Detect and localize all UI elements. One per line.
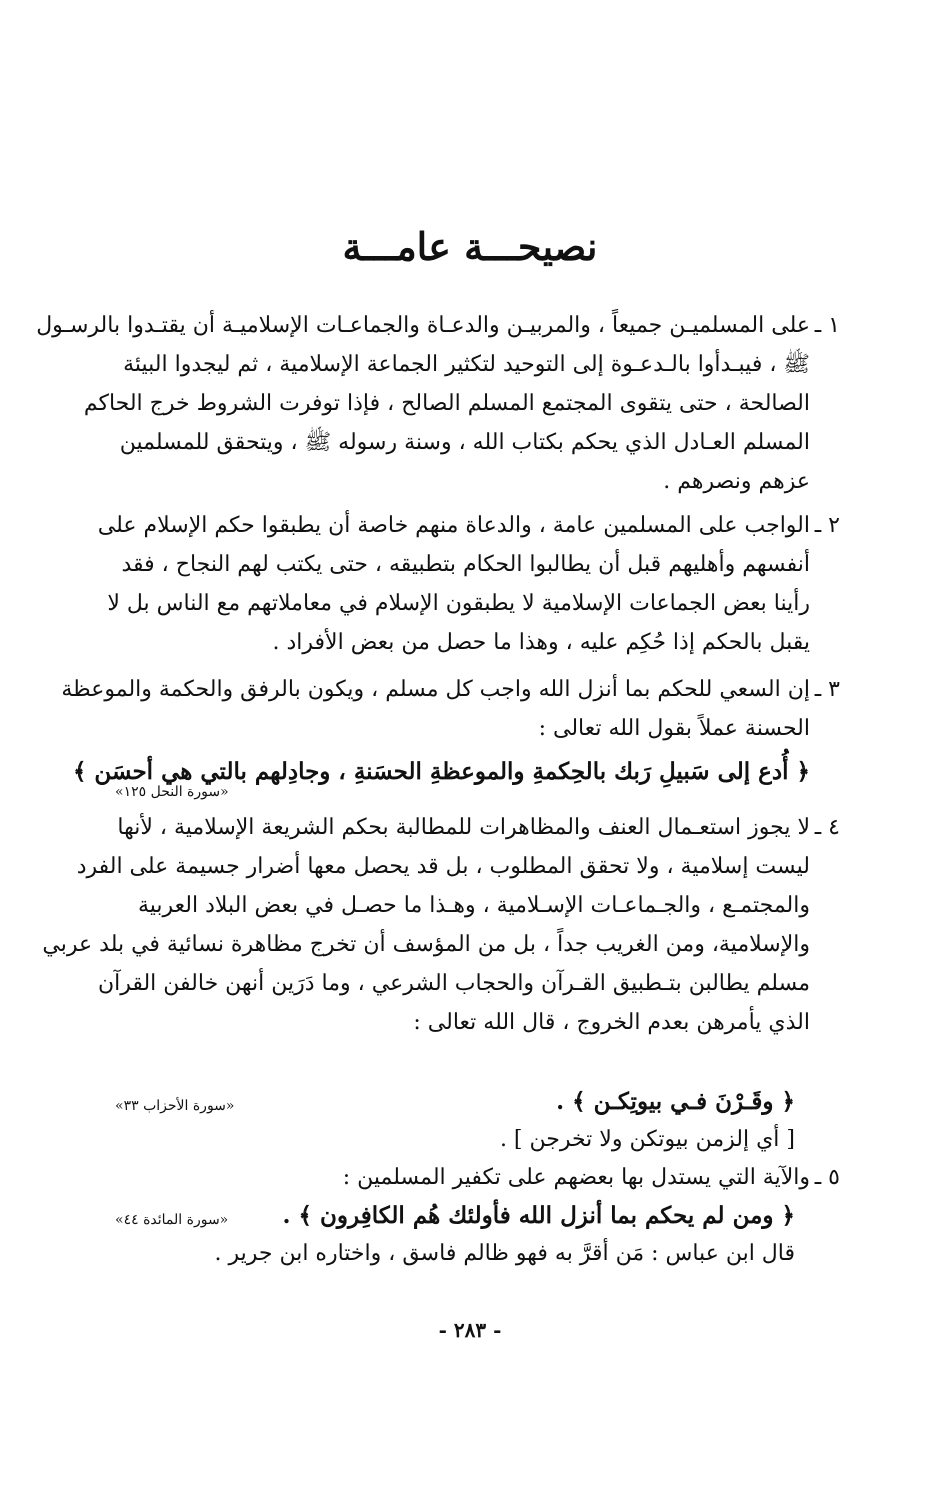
text-line: والآية التي يستدل بها بعضهم على تكفير المسلمين : [342, 1165, 810, 1190]
text-line: ﷺ ، فيبـدأوا بالـدعـوة إلى التوحيد لتكثير الجماعة الإسلامية ، ثم ليجدوا البيئة [123, 352, 810, 377]
text-line: الصالحة ، حتى يتقوى المجتمع المسلم الصالح ، فإذا توفرت الشروط خرج الحاكم [83, 391, 810, 416]
verse-reference: «سورة الأحزاب ٣٣» [115, 1098, 235, 1114]
document-page [36, 0, 840, 1490]
verse-reference-row [100, 782, 840, 802]
item-body [42, 808, 810, 1042]
text-line: الذي يأمرهن بعدم الخروج ، قال الله تعالى : [413, 1010, 810, 1035]
item-number: ٣ ـ [814, 677, 840, 702]
explanatory-note: [ أي إلزمن بيوتكن ولا تخرجن ] . [499, 1127, 795, 1152]
advice-item-5 [100, 1158, 840, 1197]
item-number: ١ ـ [814, 313, 840, 338]
advice-item-3 [61, 670, 840, 748]
text-line: على المسلميـن جميعاً ، والمربيـن والدعـاة والجماعـات الإسلاميـة أن يقتـدوا بالرسـول [36, 313, 810, 338]
item-body [61, 670, 810, 748]
text-line: الواجب على المسلمين عامة ، والدعاة منهم خاصة أن يطبقوا حكم الإسلام على [97, 513, 810, 538]
text-line: والإسلامية، ومن الغريب جداً ، بل من المؤسف أن تخرج مظاهرة نسائية في بلد عربي [42, 932, 810, 957]
text-line: أنفسهم وأهليهم قبل أن يطالبوا الحكام بتطبيقه ، حتى يكتب لهم النجاح ، فقد [121, 552, 810, 577]
verse-reference: «سورة المائدة ٤٤» [115, 1212, 229, 1228]
explanatory-note: قال ابن عباس : مَن أقرَّ به فهو ظالم فاسق ، واختاره ابن جرير . [214, 1241, 795, 1266]
item-body [36, 306, 810, 501]
quran-verse: ﴿ ومن لم يحكم بما أنزل الله فأولئك هُم الكافِرون ﴾ . [282, 1202, 795, 1229]
advice-item-1 [36, 306, 840, 501]
note-row [100, 1234, 840, 1274]
item-body [100, 1158, 810, 1197]
page-title: نصيحـــة عامـــة [342, 224, 598, 269]
text-line: المسلم العـادل الذي يحكم بكتاب الله ، وسنة رسوله ﷺ ، ويتحقق للمسلمين [119, 430, 810, 455]
verse-reference: «سورة النحل ١٢٥» [115, 784, 229, 800]
note-row [100, 1120, 840, 1160]
item-number: ٢ ـ [814, 513, 840, 538]
quran-verse-row [100, 1196, 840, 1236]
text-line: رأينا بعض الجماعات الإسلامية لا يطبقون الإسلام في معاملاتهم مع الناس بل لا [107, 591, 810, 616]
page-number: - ٢٨٣ - [438, 1318, 502, 1342]
text-line: الحسنة عملاً بقول الله تعالى : [538, 716, 810, 741]
text-line: عزهم ونصرهم . [663, 469, 810, 494]
item-number: ٥ ـ [814, 1165, 840, 1190]
text-line: إن السعي للحكم بما أنزل الله واجب كل مسلم ، ويكون بالرفق والحكمة والموعظة [61, 677, 810, 702]
advice-item-4 [42, 808, 840, 1042]
text-line: مسلم يطالبن بتـطبيق القـرآن والحجاب الشرعي ، وما دَرَين أنهن خالفن القرآن [97, 971, 810, 996]
item-body [97, 506, 810, 662]
text-line: يقبل بالحكم إذا حُكِم عليه ، وهذا ما حصل من بعض الأفراد . [272, 630, 810, 655]
quran-verse: ﴿ أُدع إلى سَبيلِ رَبك بالحِكمةِ والموعظةِ الحسَنةِ ، وجادِلهم بالتي هي أحسَن ﴾ [72, 758, 810, 785]
text-line: ليست إسلامية ، ولا تحقق المطلوب ، بل قد يحصل معها أضرار جسيمة على الفرد [76, 854, 810, 879]
item-number: ٤ ـ [814, 815, 840, 840]
quran-verse: ﴿ وقَـرْنَ فـي بيوتِكـن ﴾ . [556, 1088, 795, 1115]
text-line: والمجتمـع ، والجـماعـات الإسـلامية ، وهـذا ما حصـل في بعض البلاد العربية [137, 893, 810, 918]
advice-item-2 [97, 506, 840, 662]
quran-verse-row [100, 1082, 840, 1122]
text-line: لا يجوز استعـمال العنف والمظاهرات للمطالبة بحكم الشريعة الإسلامية ، لأنها [117, 815, 810, 840]
